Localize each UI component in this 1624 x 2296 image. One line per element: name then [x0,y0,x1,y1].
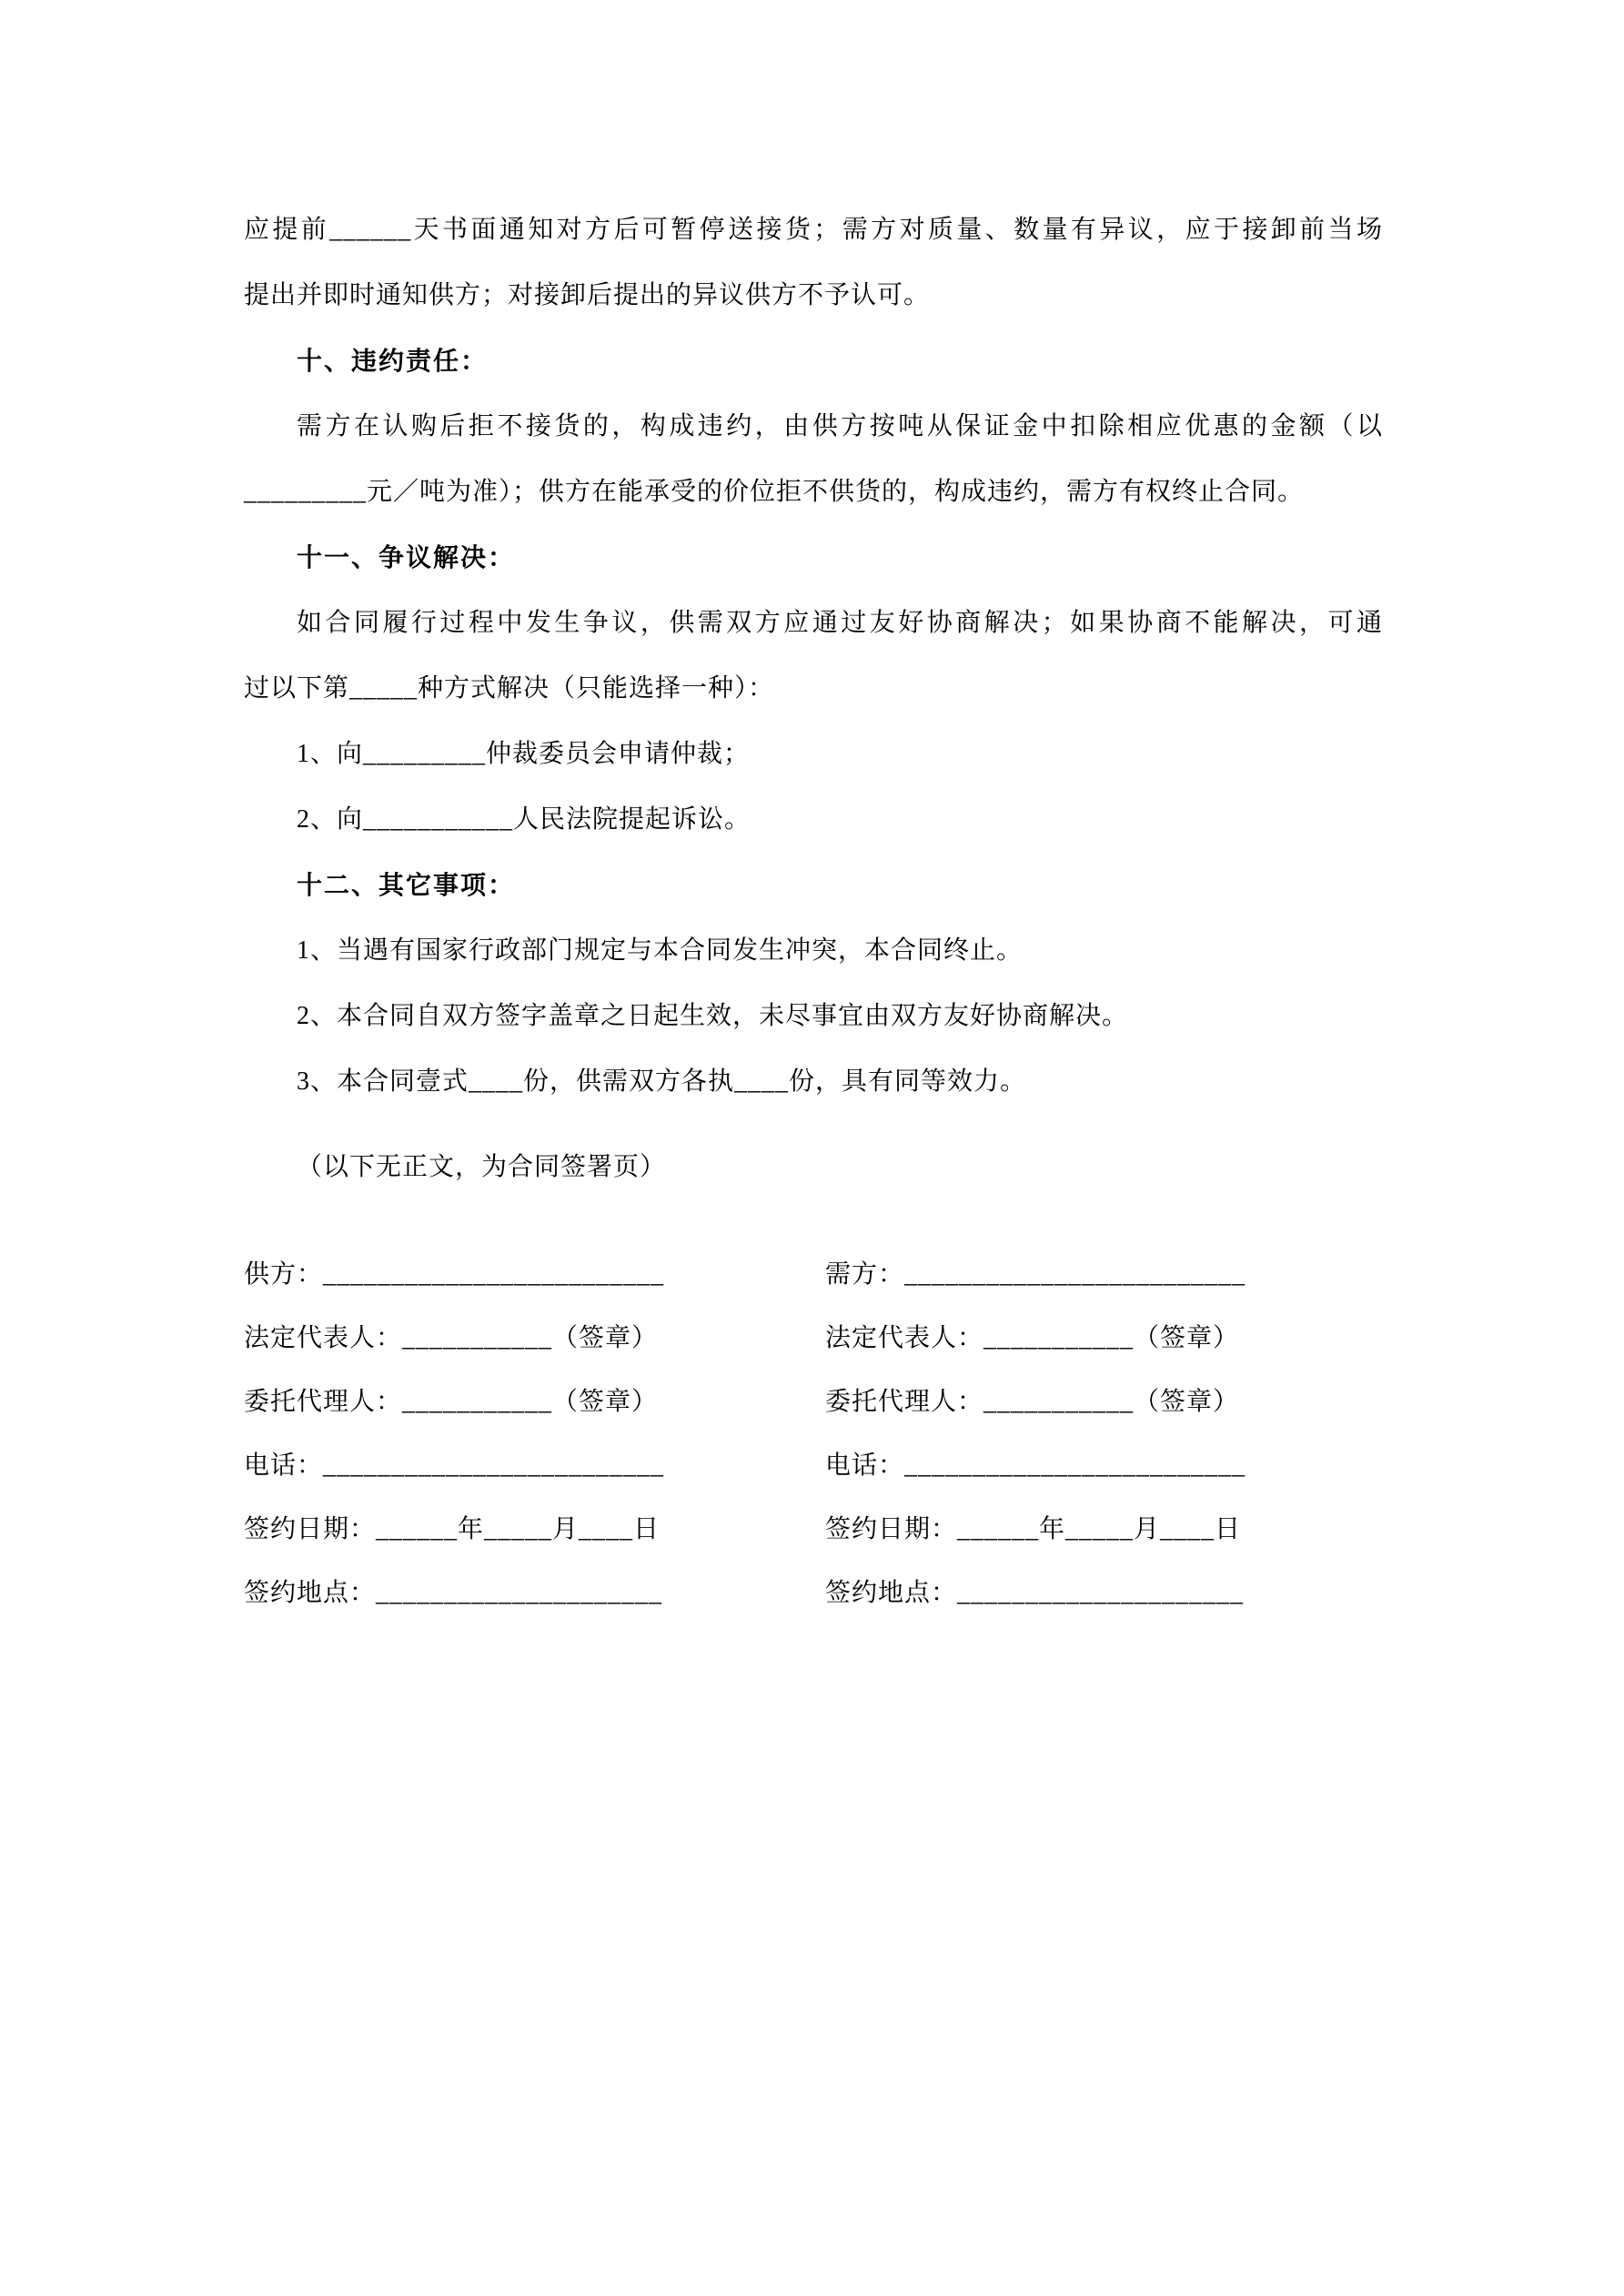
dispute-option-litigation: 2、向___________人民法院提起诉讼。 [297,805,751,834]
dispute-option-arbitration: 1、向_________仲裁委员会申请仲裁； [297,740,751,768]
supplier-phone-line: 电话：_________________________ [244,1451,665,1480]
buyer-name-line: 需方：_________________________ [825,1260,1246,1289]
body-line-6: 过以下第_____种方式解决（只能选择一种）： [244,674,775,703]
other-matters-item-2: 2、本合同自双方签字盖章之日起生效，未尽事宜由双方友好协商解决。 [297,1002,1129,1030]
supplier-agent-line: 委托代理人：___________（签章） [244,1388,659,1416]
body-line-4: _________元／吨为准）；供方在能承受的价位拒不供货的，构成违约，需方有权终止合同。 [244,478,1305,506]
supplier-legal-representative-line: 法定代表人：___________（签章） [244,1324,659,1352]
buyer-legal-representative-line: 法定代表人：___________（签章） [825,1324,1240,1352]
section-heading-other-matters: 十二、其它事项： [297,871,516,899]
buyer-agent-line: 委托代理人：___________（签章） [825,1388,1240,1416]
no-more-text-note: （以下无正文，为合同签署页） [297,1153,667,1181]
other-matters-item-3: 3、本合同壹式____份，供需双方各执____份，具有同等效力。 [297,1067,1027,1096]
body-line-1: 应提前______天书面通知对方后可暂停送接货；需方对质量、数量有异议，应于接卸前当场 [244,216,1383,244]
body-line-3: 需方在认购后拒不接货的，构成违约，由供方按吨从保证金中扣除相应优惠的金额（以 [297,412,1383,440]
buyer-sign-date-line: 签约日期：______年_____月____日 [825,1515,1242,1543]
buyer-sign-place-line: 签约地点：_____________________ [825,1579,1245,1607]
other-matters-item-1: 1、当遇有国家行政部门规定与本合同发生冲突，本合同终止。 [297,936,1024,965]
section-heading-breach-liability: 十、违约责任： [297,347,489,375]
body-line-5: 如合同履行过程中发生争议，供需双方应通过友好协商解决；如果协商不能解决，可通 [297,609,1383,637]
section-heading-dispute-resolution: 十一、争议解决： [297,543,516,571]
body-line-2: 提出并即时通知供方；对接卸后提出的异议供方不予认可。 [244,281,931,309]
supplier-name-line: 供方：_________________________ [244,1260,665,1289]
buyer-phone-line: 电话：_________________________ [825,1451,1246,1480]
supplier-sign-place-line: 签约地点：_____________________ [244,1579,663,1607]
supplier-sign-date-line: 签约日期：______年_____月____日 [244,1515,661,1543]
